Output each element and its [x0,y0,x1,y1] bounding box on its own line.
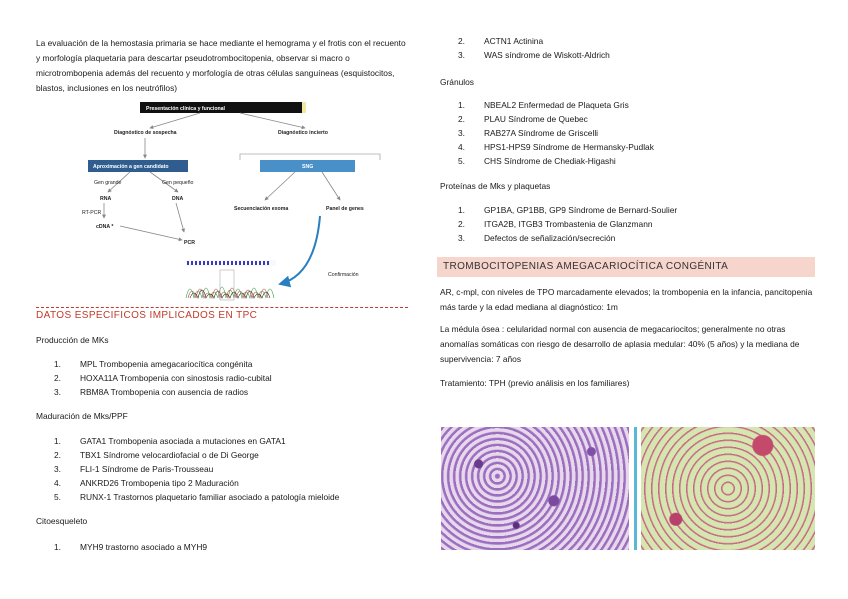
pcr-label: PCR [184,240,195,246]
candidate-box-label: Aproximación a gen candidato [93,164,169,170]
gen-grande-label: Gen grande [94,180,122,186]
list-item: 3. WAS síndrome de Wiskott-Aldrich [458,50,610,60]
list-item: 2. PLAU Síndrome de Quebec [458,114,588,124]
paragraph-ar: AR, c-mpl, con niveles de TPO marcadamente elevados; la trombopenia en la infancia, pancitopenia más tarde y la edad mediana al diagnóstico: 1m [440,287,813,312]
intro-paragraph: La evaluación de la hemostasia primaria se hace mediante el hemograma y el frotis con el recuento y morfología plaquetaria para descartar pseudotrombocitopenia, observar si macro o microtrombopenia además del recuento y morfología de otras células sanguíneas (esquistocitos, blastos, inclusiones en los neutrófilos) [36,38,406,93]
diagram-svg [82,100,400,308]
produccion-heading: Producción de MKs [36,335,109,345]
list-item: 1. MPL Trombopenia amegacariocítica congénita [54,359,253,369]
maduracion-heading: Maduración de Mks/PPF [36,411,128,421]
panel-label: Panel de genes [326,206,364,212]
image-divider [634,427,637,550]
list-item: 3. Defectos de señalización/secreción [458,233,616,243]
rtpcr-label: RT-PCR [82,210,102,216]
sng-label: SNG [302,164,314,170]
list-item: 3. RBM8A Trombopenia con ausencia de radios [54,387,249,397]
proteinas-heading: Proteínas de Mks y plaquetas [440,181,551,191]
exoma-label: Secuenciación exoma [234,206,289,212]
paragraph-medula: La médula ósea : celularidad normal con ausencia de megacariocitos; generalmente no otras anomalías somáticas con riesgo de desarrollo de aplasia medular: 40% (5 años) y la mediana de supervivencia: 7 años [440,324,800,364]
citoesqueleto-heading: Citoesqueleto [36,516,88,526]
list-item: 2. ACTN1 Actinina [458,36,544,46]
dna-label: DNA [172,196,184,202]
list-item: 1. GATA1 Trombopenia asociada a mutaciones en GATA1 [54,436,286,446]
confirmacion-label: Confirmación [328,272,359,278]
list-item: 1. NBEAL2 Enfermedad de Plaqueta Gris [458,100,629,110]
cdna-label: cDNA * [96,224,114,230]
list-item: 2. TBX1 Síndrome velocardiofacial o de Di George [54,450,259,460]
section-heading-datos: DATOS ESPECIFICOS IMPLICADOS EN TPC [36,307,408,323]
left-branch-label: Diagnóstico de sospecha [114,130,177,136]
list-item: 5. RUNX-1 Trastornos plaquetario familiar asociado a patología mieloide [54,492,340,502]
bone-marrow-biopsy-image [641,427,815,550]
list-item: 1. MYH9 trastorno asociado a MYH9 [54,542,208,552]
citoesqueleto-list-continued [458,34,610,62]
rna-label: RNA [100,196,112,202]
citoesqueleto-list [54,540,207,554]
top-box-label: Presentación clínica y funcional [146,106,225,112]
list-item: 3. FLI-1 Síndrome de Paris-Trousseau [54,464,214,474]
sequence-trace [186,260,276,300]
list-item: 5. CHS Síndrome de Chediak-Higashi [458,156,616,166]
granulos-list [458,98,654,168]
bone-marrow-smear-image [441,427,629,550]
list-item: 2. HOXA11A Trombopenia con sinostosis radio-cubital [54,373,272,383]
list-item: 1. GP1BA, GP1BB, GP9 Síndrome de Bernard-Soulier [458,205,678,215]
produccion-list [54,357,272,399]
maduracion-list [54,434,339,504]
section-heading-trombocitopenias: TROMBOCITOPENIAS AMEGACARIOCÍTICA CONGÉNITA [437,257,815,277]
list-item: 4. HPS1-HPS9 Síndrome de Hermansky-Pudlak [458,142,654,152]
diagnostic-flow-diagram [82,100,400,308]
list-item: 3. RAB27A Síndrome de Griscelli [458,128,599,138]
granulos-heading: Gránulos [440,77,474,87]
paragraph-tratamiento: Tratamiento: TPH (previo análisis en los familiares) [440,378,630,388]
list-item: 2. ITGA2B, ITGB3 Trombastenia de Glanzmann [458,219,653,229]
right-branch-label: Diagnóstico incierto [278,130,328,136]
list-item: 4. ANKRD26 Trombopenia tipo 2 Maduración [54,478,239,488]
proteinas-list [458,203,677,245]
gen-pequeno-label: Gen pequeño [162,180,194,186]
